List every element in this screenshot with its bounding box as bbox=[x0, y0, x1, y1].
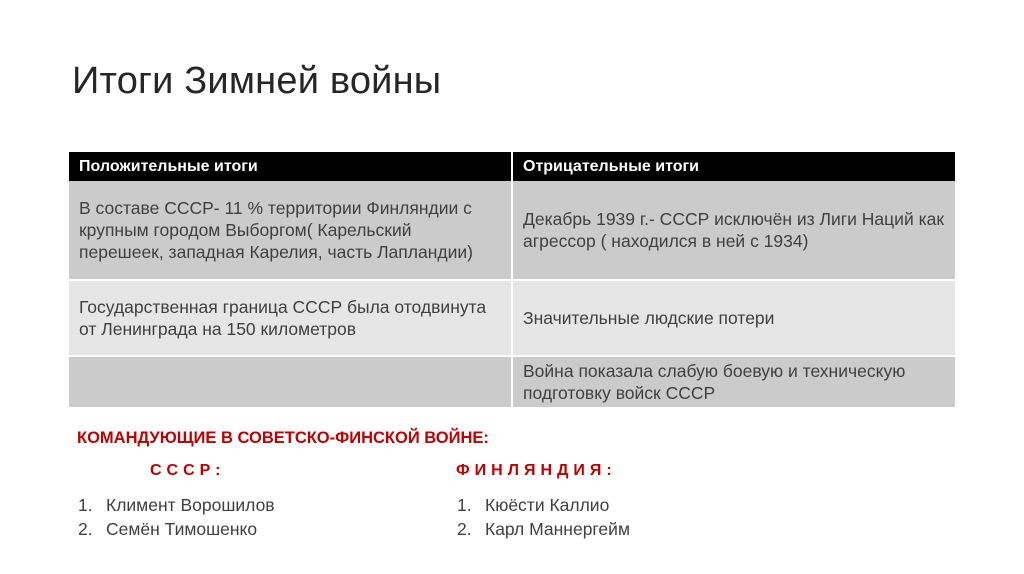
commander-name: Семён Тимошенко bbox=[106, 519, 258, 539]
positive-cell: В составе СССР- 11 % территории Финляндии с крупным городом Выборгом( Карельский перешеек, западная Карелия, часть Лапландии) bbox=[69, 181, 512, 280]
positive-cell-empty bbox=[69, 356, 512, 408]
header-positive: Положительные итоги bbox=[69, 152, 512, 181]
list-item bbox=[457, 517, 630, 541]
finland-heading: ФИНЛЯНДИЯ: bbox=[456, 462, 617, 479]
commander-name: Карл Маннергейм bbox=[485, 519, 630, 539]
ussr-commanders-list bbox=[78, 493, 275, 541]
list-number: 2. bbox=[457, 519, 472, 539]
slide-title: Итоги Зимней войны bbox=[72, 60, 442, 102]
table-row bbox=[69, 356, 955, 408]
header-negative: Отрицательные итоги bbox=[512, 152, 955, 181]
commander-name: Кюёсти Каллио bbox=[485, 495, 610, 515]
list-number: 2. bbox=[78, 519, 93, 539]
table-row bbox=[69, 181, 955, 280]
list-number: 1. bbox=[457, 495, 472, 515]
negative-cell: Значительные людские потери bbox=[512, 280, 955, 356]
commanders-heading: КОМАНДУЮЩИЕ В СОВЕТСКО-ФИНСКОЙ ВОЙНЕ: bbox=[77, 429, 489, 447]
ussr-heading: СССР: bbox=[150, 462, 226, 479]
table-row bbox=[69, 280, 955, 356]
negative-cell: Декабрь 1939 г.- СССР исключён из Лиги Наций как агрессор ( находился в ней с 1934) bbox=[512, 181, 955, 280]
results-table bbox=[69, 152, 955, 409]
list-number: 1. bbox=[78, 495, 93, 515]
table-header-row bbox=[69, 152, 955, 181]
list-item bbox=[457, 493, 630, 517]
positive-cell: Государственная граница СССР была отодвинута от Ленинграда на 150 километров bbox=[69, 280, 512, 356]
negative-cell: Война показала слабую боевую и техническую подготовку войск СССР bbox=[512, 356, 955, 408]
list-item bbox=[78, 493, 275, 517]
commander-name: Климент Ворошилов bbox=[106, 495, 275, 515]
finland-commanders-list bbox=[457, 493, 630, 541]
list-item bbox=[78, 517, 275, 541]
